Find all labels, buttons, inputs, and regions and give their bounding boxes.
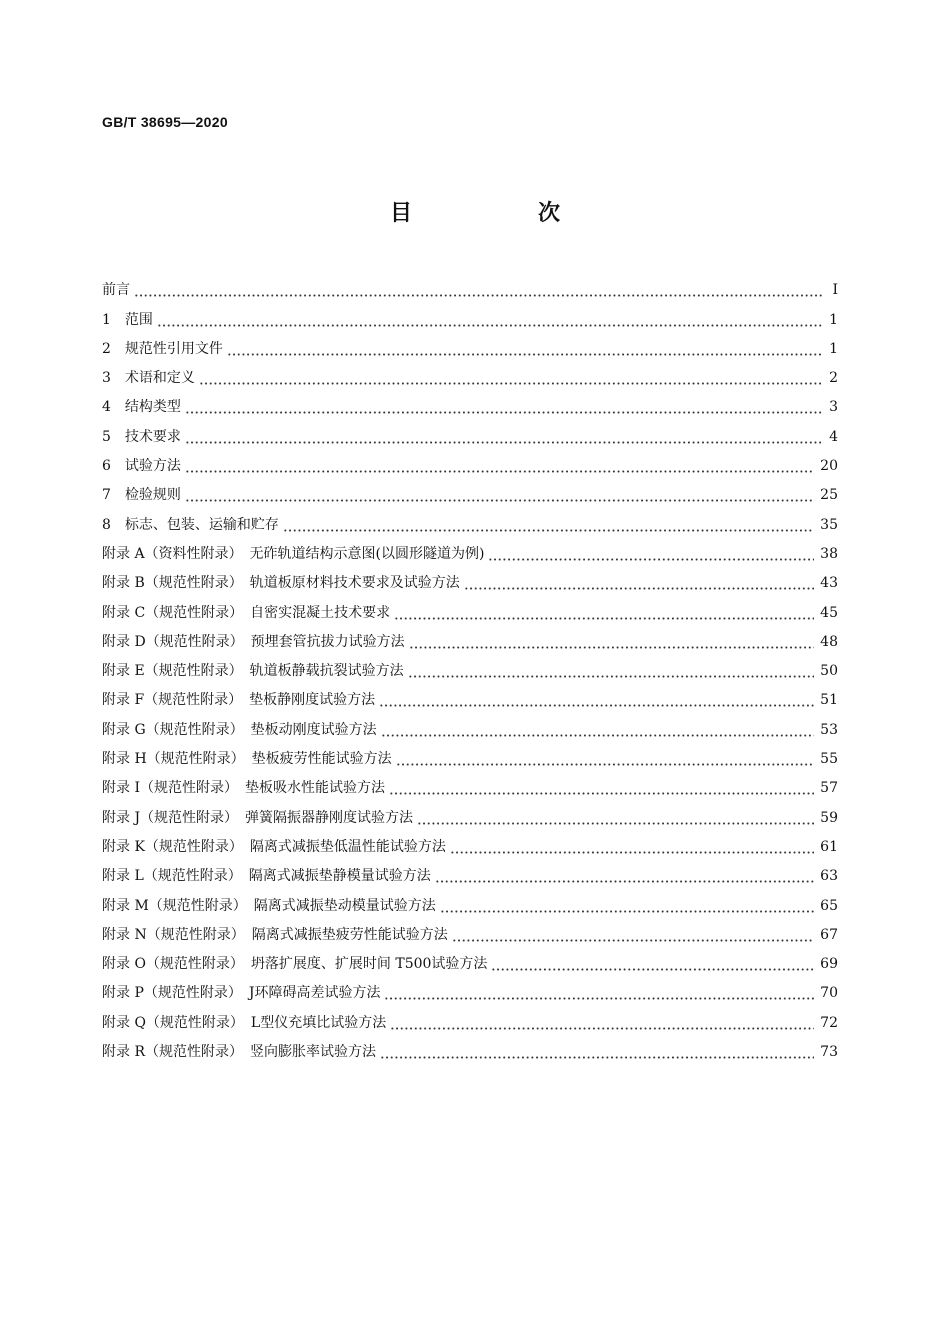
toc-entry-appendix-p[interactable] [102,974,838,1003]
toc-page-number: 70 [820,985,838,1002]
dot-leader [452,925,814,945]
toc-page-number: Ⅰ [832,282,838,299]
toc-page-number: 3 [829,399,838,416]
toc-entry-label: 附录 D（规范性附录） 预埋套管抗拔力试验方法 [102,633,405,650]
toc-page-number: 51 [820,692,838,709]
dot-leader [199,368,822,388]
toc-entry-appendix-e[interactable] [102,652,838,681]
toc-entry-label: 8 标志、包装、运输和贮存 [102,516,279,533]
toc-page-number: 20 [820,458,838,475]
dot-leader [435,866,814,886]
standard-code: GB/T 38695—2020 [102,114,228,130]
toc-page-number: 59 [820,809,838,826]
toc-page-number: 45 [820,604,838,621]
toc-page-number: 48 [820,633,838,650]
toc-entry-7[interactable] [102,476,838,505]
dot-leader [379,690,814,710]
toc-page-number: 67 [820,926,838,943]
dot-leader [464,573,814,593]
toc-entry-5[interactable] [102,417,838,446]
dot-leader [408,661,815,681]
table-of-contents [102,271,838,1062]
toc-page-number: 55 [820,751,838,768]
toc-page-number: 35 [820,516,838,533]
dot-leader [185,397,822,417]
toc-page-number: 1 [829,311,838,328]
toc-entry-label: 附录 F（规范性附录） 垫板静刚度试验方法 [102,692,376,709]
toc-entry-label: 附录 P（规范性附录） J环障碍高差试验方法 [102,985,381,1002]
dot-leader [390,1013,814,1033]
toc-entry-label: 5 技术要求 [102,428,181,445]
toc-entry-label: 1 范围 [102,311,153,328]
toc-page-number: 50 [820,663,838,680]
toc-entry-label: 附录 Q（规范性附录） L型仪充填比试验方法 [102,1014,387,1031]
toc-entry-1[interactable] [102,300,838,329]
toc-entry-6[interactable] [102,447,838,476]
toc-page-number: 73 [820,1044,838,1061]
dot-leader [396,749,815,769]
toc-entry-appendix-c[interactable] [102,593,838,622]
toc-page-number: 2 [829,370,838,387]
toc-entry-label: 附录 N（规范性附录） 隔离式减振垫疲劳性能试验方法 [102,926,448,943]
toc-entry-label: 附录 C（规范性附录） 自密实混凝土技术要求 [102,604,391,621]
toc-entry-label: 附录 R（规范性附录） 竖向膨胀率试验方法 [102,1044,376,1061]
dot-leader [450,837,814,857]
dot-leader [491,954,814,974]
toc-entry-appendix-j[interactable] [102,798,838,827]
toc-entry-label: 2 规范性引用文件 [102,340,223,357]
toc-entry-label: 附录 B（规范性附录） 轨道板原材料技术要求及试验方法 [102,575,460,592]
toc-page-number: 4 [829,428,838,445]
toc-entry-label: 附录 A（资料性附录） 无砟轨道结构示意图(以圆形隧道为例) [102,545,485,562]
toc-entry-appendix-d[interactable] [102,623,838,652]
dot-leader [488,544,814,564]
dot-leader [185,485,814,505]
dot-leader [389,778,814,798]
toc-entry-appendix-k[interactable] [102,828,838,857]
toc-entry-8[interactable] [102,505,838,534]
toc-entry-label: 附录 G（规范性附录） 垫板动刚度试验方法 [102,721,377,738]
toc-page-number: 25 [820,487,838,504]
toc-entry-label: 7 检验规则 [102,487,181,504]
toc-entry-appendix-a[interactable] [102,535,838,564]
toc-entry-label: 附录 M（规范性附录） 隔离式减振垫动模量试验方法 [102,897,436,914]
toc-entry-appendix-q[interactable] [102,1003,838,1032]
toc-page-number: 1 [829,340,838,357]
toc-entry-label: 附录 O（规范性附录） 坍落扩展度、扩展时间 T500试验方法 [102,956,488,973]
toc-entry-appendix-b[interactable] [102,564,838,593]
dot-leader [157,310,822,330]
toc-entry-appendix-i[interactable] [102,769,838,798]
toc-entry-label: 附录 E（规范性附录） 轨道板静载抗裂试验方法 [102,663,404,680]
dot-leader [380,1042,814,1062]
toc-page-number: 61 [820,838,838,855]
toc-entry-label: 前言 [102,282,130,299]
toc-entry-appendix-l[interactable] [102,857,838,886]
dot-leader [440,896,814,916]
toc-page-number: 38 [820,545,838,562]
toc-entry-appendix-n[interactable] [102,916,838,945]
toc-entry-appendix-r[interactable] [102,1033,838,1062]
toc-entry-label: 6 试验方法 [102,458,181,475]
toc-entry-foreword[interactable] [102,271,838,300]
toc-entry-2[interactable] [102,330,838,359]
page-title: 目 次 [389,200,612,226]
toc-entry-appendix-h[interactable] [102,740,838,769]
toc-page-number: 69 [820,956,838,973]
dot-leader [417,808,814,828]
toc-page-number: 57 [820,780,838,797]
dot-leader [185,427,822,447]
dot-leader [283,515,814,535]
toc-entry-label: 3 术语和定义 [102,370,195,387]
toc-entry-appendix-m[interactable] [102,886,838,915]
toc-entry-4[interactable] [102,388,838,417]
dot-leader [381,720,815,740]
toc-page-number: 43 [820,575,838,592]
toc-entry-label: 附录 K（规范性附录） 隔离式减振垫低温性能试验方法 [102,838,446,855]
toc-page-number: 65 [820,897,838,914]
toc-entry-label: 附录 J（规范性附录） 弹簧隔振器静刚度试验方法 [102,809,414,826]
toc-entry-label: 附录 L（规范性附录） 隔离式减振垫静模量试验方法 [102,868,431,885]
dot-leader [185,456,814,476]
dot-leader [384,983,814,1003]
toc-entry-label: 附录 H（规范性附录） 垫板疲劳性能试验方法 [102,751,392,768]
toc-entry-appendix-g[interactable] [102,710,838,739]
toc-entry-appendix-o[interactable] [102,945,838,974]
toc-entry-label: 4 结构类型 [102,399,181,416]
toc-entry-3[interactable] [102,359,838,388]
toc-entry-label: 附录 I（规范性附录） 垫板吸水性能试验方法 [102,780,385,797]
toc-page-number: 63 [820,868,838,885]
dot-leader [409,632,814,652]
dot-leader [134,280,822,300]
dot-leader [394,603,814,623]
toc-page-number: 72 [820,1014,838,1031]
dot-leader [227,339,822,359]
toc-page-number: 53 [820,721,838,738]
toc-entry-appendix-f[interactable] [102,681,838,710]
